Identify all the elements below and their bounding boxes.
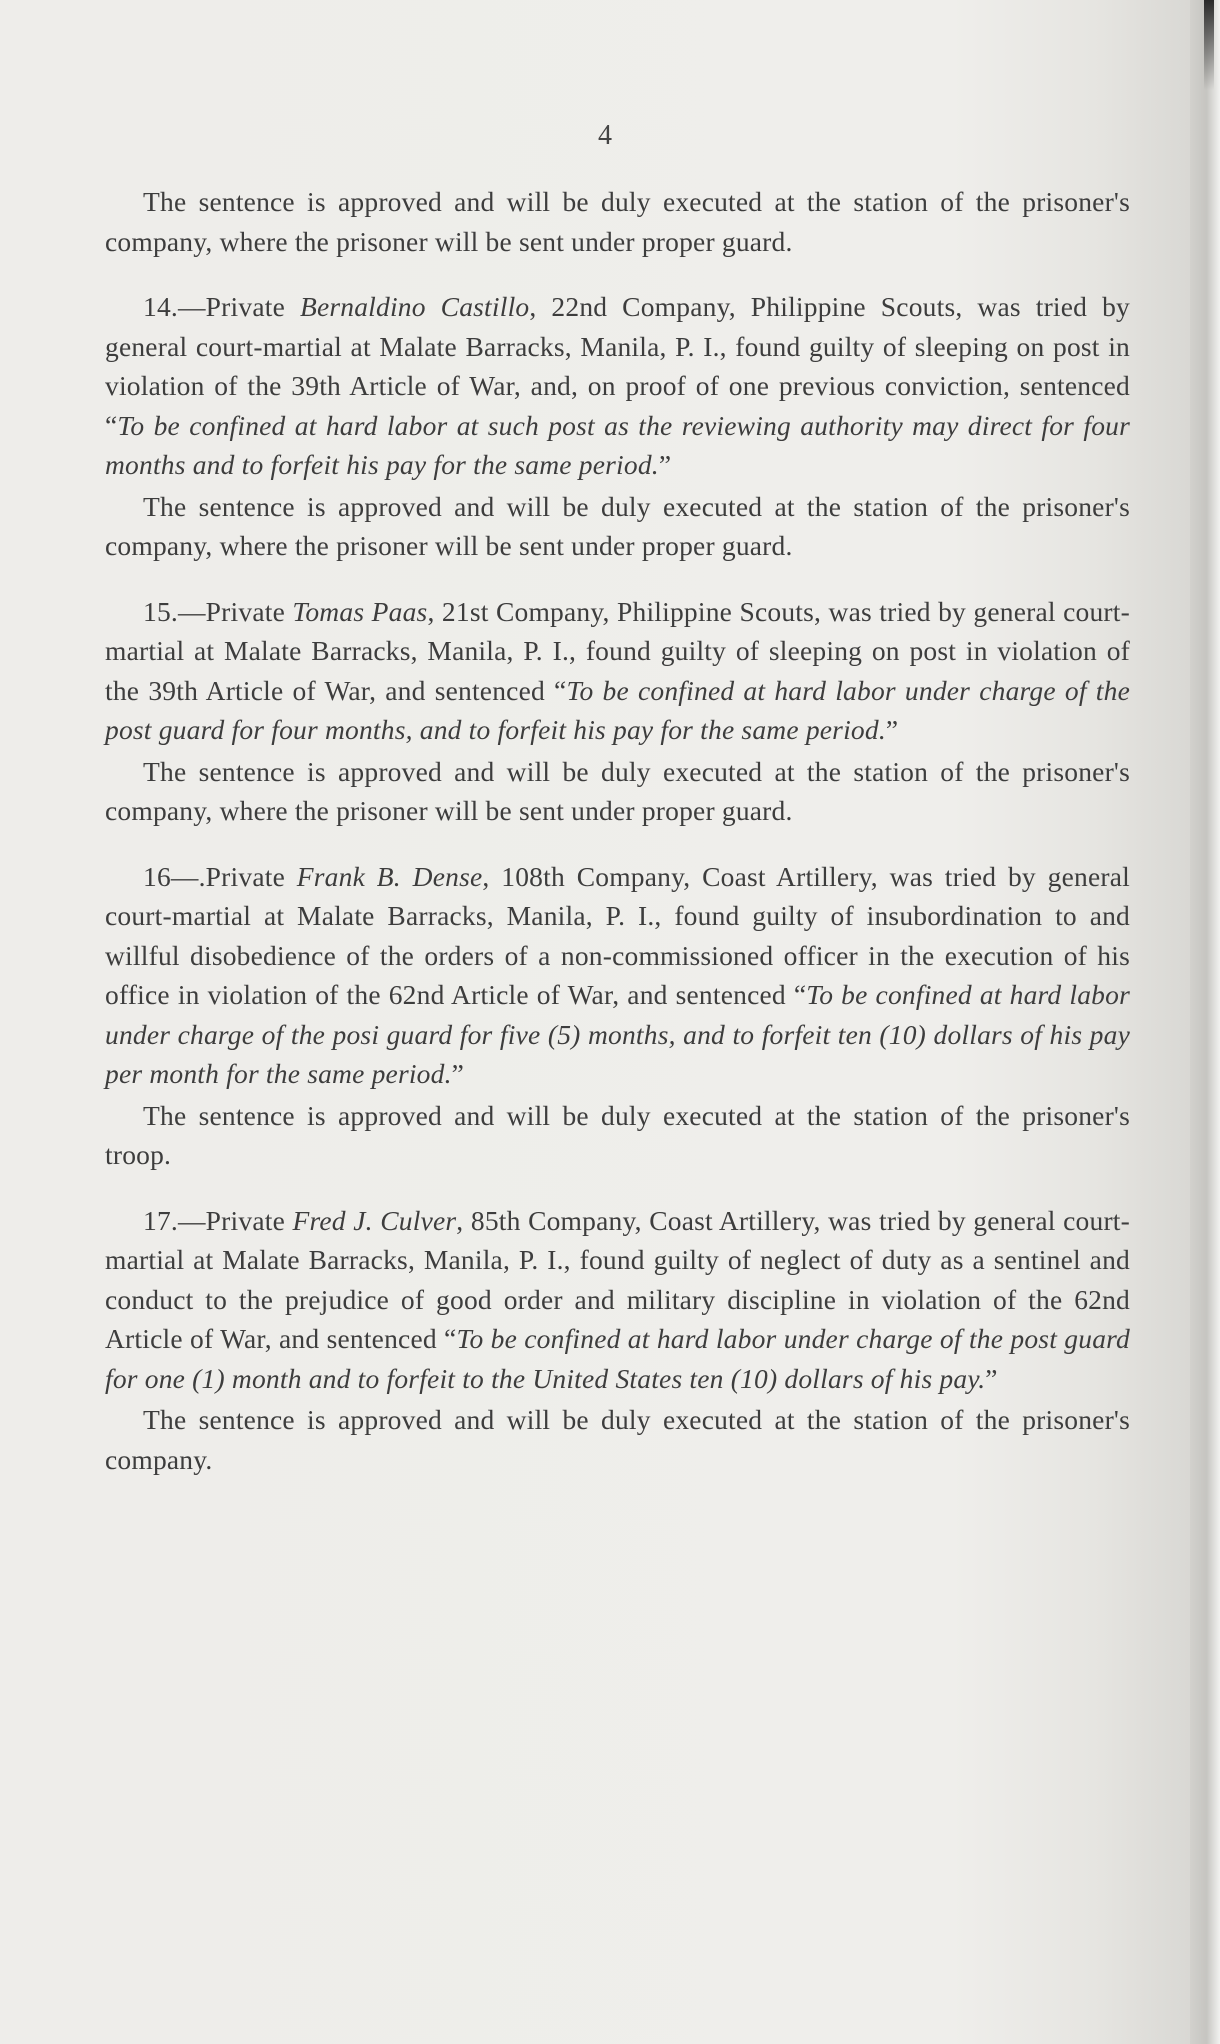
approval-sentence: The sentence is approved and will be duly executed at the station of the prisoner's company. — [105, 1404, 1130, 1475]
approval-sentence: The sentence is approved and will be duly executed at the station of the prisoner's company, where the prisoner will be sent under proper guard. — [105, 490, 1130, 561]
case-16 — [105, 857, 1130, 1175]
case-lead: —Private — [177, 1204, 293, 1236]
soldier-name: Tomas Paas — [292, 595, 428, 627]
case-number: 15. — [143, 595, 178, 627]
sentence-quote: To be confined at hard labor under charge of the posi guard for five (5) months, and to forfeit ten (10) dollars of his pay per month for the same period. — [105, 979, 1130, 1089]
sentence-quote: To be confined at hard labor under charge of the post guard for one (1) month and to forfeit to the United States ten (10) dollars of his pay. — [105, 1323, 1130, 1394]
case-text: , 22nd Company, Philippine Scouts, was tried by general court-martial at Malate Barracks, Manila, P. I., found guilty of sleeping on post in violation of the 39th Article of War, and, on proof of one previous conviction, sentenced “ — [105, 291, 1130, 441]
case-lead: —.Private — [170, 860, 297, 892]
case-number: 16 — [143, 860, 171, 892]
soldier-name: Frank B. Dense — [296, 860, 483, 892]
soldier-name: Bernaldino Castillo — [299, 291, 530, 322]
approval-sentence: The sentence is approved and will be duly executed at the station of the prisoner's troop. — [105, 1099, 1130, 1170]
page-number: 4 — [598, 120, 612, 151]
quote-close: ” — [451, 1058, 465, 1089]
case-text: , 108th Company, Coast Artillery, was tried by general court-martial at Malate Barracks, Manila, P. I., found guilty of insubordination to and willful disobedience of the orders of a non-commissioned officer in the execution of his office in violation of the 62nd Article of War, and sentenced “ — [105, 860, 1130, 1010]
case-paragraph — [105, 592, 1130, 750]
case-paragraph — [105, 857, 1130, 1094]
approval-sentence: The sentence is approved and will be duly executed at the station of the prisoner's company, where the prisoner will be sent under proper guard. — [105, 755, 1130, 826]
case-paragraph — [105, 1201, 1130, 1399]
case-number: 17. — [143, 1204, 178, 1236]
case-text: , 21st Company, Philippine Scouts, was tried by general court-martial at Malate Barracks, Manila, P. I., found guilty of sleeping on post in violation of the 39th Article of War, and sentenced “ — [105, 595, 1130, 706]
page-edge-shadow — [1190, 0, 1220, 2044]
case-text: , 85th Company, Coast Artillery, was tried by general court-martial at Malate Barracks, Manila, P. I., found guilty of neglect of duty as a sentinel and conduct to the prejudice of good order and military discipline in violation of the 62nd Article of War, and sentenced “ — [105, 1204, 1130, 1354]
sentence-quote: To be confined at hard labor at such post as the reviewing authority may direct for four months and to forfeit his pay for the same period. — [105, 409, 1130, 480]
case-number: 14. — [143, 291, 178, 322]
quote-close: ” — [658, 449, 672, 480]
case-paragraph — [105, 287, 1130, 485]
case-lead: —Private — [177, 291, 300, 322]
case-15 — [105, 592, 1130, 831]
binding-edge — [1204, 0, 1214, 90]
quote-close: ” — [985, 1362, 998, 1394]
quote-close: ” — [885, 714, 899, 745]
page-body — [105, 182, 1130, 1479]
sentence-quote: To be confined at hard labor under charge of the post guard for four months, and to forfeit his pay for the same period. — [105, 674, 1131, 745]
case-lead: —Private — [177, 595, 293, 627]
soldier-name: Fred J. Culver — [292, 1204, 457, 1236]
intro-sentence: The sentence is approved and will be duly executed at the station of the prisoner's company, where the prisoner will be sent under proper guard. — [105, 186, 1130, 257]
case-14 — [105, 287, 1130, 566]
case-17 — [105, 1201, 1130, 1480]
